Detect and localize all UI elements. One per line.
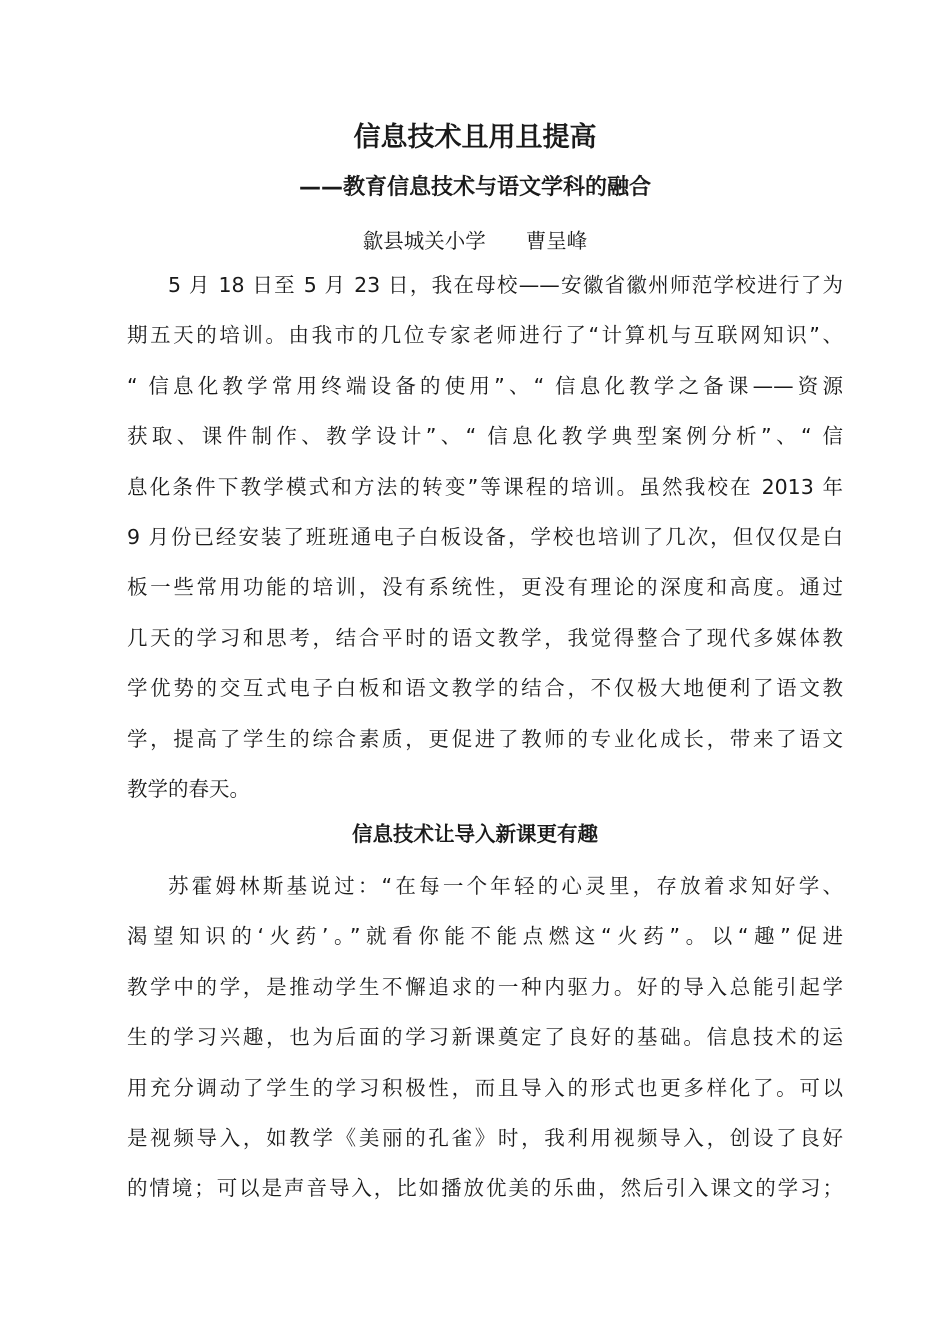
author-name: 曹呈峰 <box>525 229 588 253</box>
paragraph-line: 用充分调动了学生的学习积极性，而且导入的形式也更多样化了。可以 <box>127 1075 843 1100</box>
paragraph-line: 是视频导入，如教学《美丽的孔雀》时，我利用视频导入，创设了良好 <box>127 1125 843 1150</box>
paragraph-line: “ 信息化教学常用终端设备的使用”、“ 信息化教学之备课——资源 <box>127 373 843 398</box>
paragraph-line: 渴望知识的‘火药’。”就看你能不能点燃这“火药”。以“趣”促进 <box>127 924 843 949</box>
paragraph-line: 息化条件下教学模式和方法的转变”等课程的培训。虽然我校在 2013 年 <box>127 474 843 499</box>
paragraph-line: 生的学习兴趣，也为后面的学习新课奠定了良好的基础。信息技术的运 <box>127 1025 843 1050</box>
paragraph-line: 获取、课件制作、教学设计”、“ 信息化教学典型案例分析”、“ 信 <box>127 424 843 449</box>
paragraph-line: 几天的学习和思考，结合平时的语文教学，我觉得整合了现代多媒体教 <box>127 625 843 650</box>
paragraph-line: 板一些常用功能的培训，没有系统性，更没有理论的深度和高度。通过 <box>127 575 843 600</box>
paragraph-1 <box>127 260 843 814</box>
paragraph-line: 学优势的交互式电子白板和语文教学的结合，不仅极大地便利了语文教 <box>127 676 843 701</box>
document-subtitle: ——教育信息技术与语文学科的融合 <box>298 175 651 200</box>
paragraph-2 <box>127 861 843 1214</box>
paragraph-line: 教学中的学，是推动学生不懈追求的一种内驱力。好的导入总能引起学 <box>127 974 843 999</box>
document-title: 信息技术且用且提高 <box>353 122 597 153</box>
paragraph-line: 教学的春天。 <box>127 776 250 801</box>
paragraph-line: 学，提高了学生的综合素质，更促进了教师的专业化成长，带来了语文 <box>127 726 843 751</box>
paragraph-line: 5 月 18 日至 5 月 23 日，我在母校——安徽省徽州师范学校进行了为 <box>168 273 843 297</box>
author-school: 歙县城关小学 <box>362 229 486 253</box>
paragraph-line: 9 月份已经安装了班班通电子白板设备，学校也培训了几次，但仅仅是白 <box>127 524 843 549</box>
section-heading: 信息技术让导入新课更有趣 <box>352 822 598 846</box>
author-line <box>0 221 950 261</box>
paragraph-line: 苏霍姆林斯基说过：“在每一个年轻的心灵里，存放着求知好学、 <box>168 874 843 898</box>
paragraph-line: 期五天的培训。由我市的几位专家老师进行了“计算机与互联网知识”、 <box>127 323 843 348</box>
paragraph-line: 的情境；可以是声音导入，比如播放优美的乐曲，然后引入课文的学习； <box>127 1176 843 1201</box>
